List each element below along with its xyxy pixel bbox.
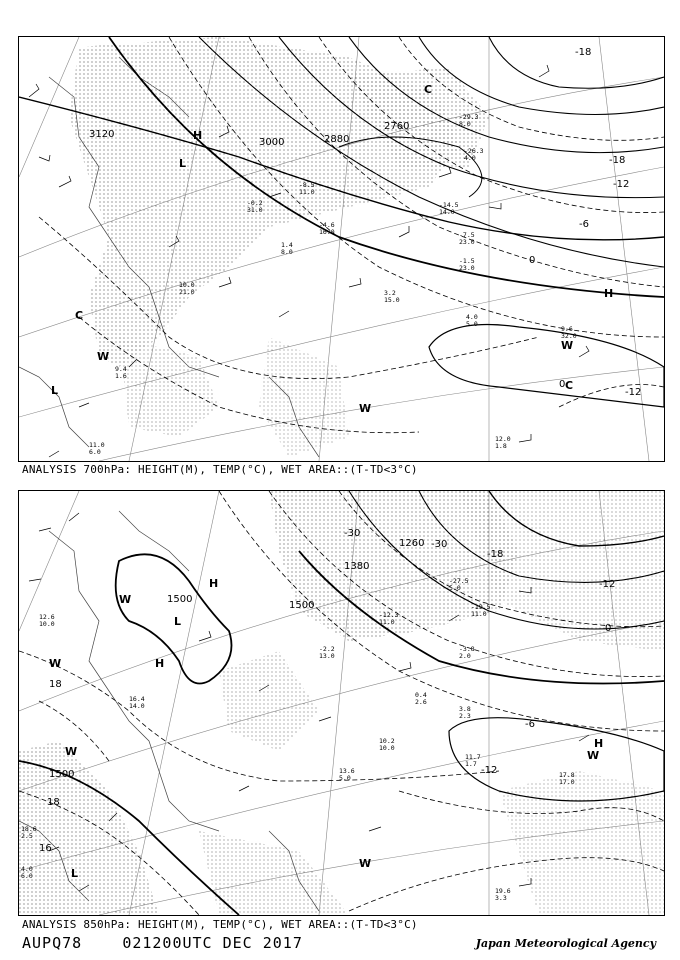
caption-850hpa: ANALYSIS 850hPa: HEIGHT(M), TEMP(°C), WET AREA::(T-TD<3°C)	[22, 918, 418, 931]
isotherm-label: -18	[575, 47, 592, 58]
svg-text:8.0: 8.0	[281, 248, 293, 256]
isotherm-label: -6	[579, 219, 589, 230]
svg-text:11.7: 11.7	[465, 753, 481, 761]
svg-text:13.0: 13.0	[319, 652, 335, 660]
svg-text:6.0: 6.0	[89, 448, 101, 456]
station-plot	[495, 887, 511, 902]
caption-700hpa: ANALYSIS 700hPa: HEIGHT(M), TEMP(°C), WET AREA::(T-TD<3°C)	[22, 463, 418, 476]
cold-center: C	[75, 309, 84, 322]
svg-text:31.0: 31.0	[247, 206, 263, 214]
svg-text:19.6: 19.6	[495, 887, 511, 895]
svg-text:4.0: 4.0	[466, 313, 478, 321]
svg-text:-12.3: -12.3	[379, 611, 399, 619]
svg-text:1.7: 1.7	[465, 760, 477, 768]
station-plot	[319, 645, 335, 660]
svg-text:-7.5: -7.5	[459, 231, 475, 239]
svg-text:23.0: 23.0	[459, 238, 475, 246]
warm-center: W	[97, 350, 110, 363]
isotherm-label: 18	[49, 679, 62, 690]
warm-center: W	[119, 593, 132, 606]
height-label: 3120	[89, 129, 115, 140]
height-label: 2880	[324, 134, 350, 145]
svg-text:10.2: 10.2	[379, 737, 395, 745]
isotherm-label: 18	[47, 797, 60, 808]
svg-text:1.6: 1.6	[115, 372, 127, 380]
svg-text:4.0: 4.0	[21, 865, 33, 873]
height-label: 1500	[49, 769, 75, 780]
svg-text:-4.6: -4.6	[319, 221, 335, 229]
station-plot	[379, 737, 395, 752]
station-plot	[39, 613, 55, 628]
station-plot	[466, 313, 478, 328]
svg-text:-3.8: -3.8	[459, 645, 475, 653]
svg-text:1.4: 1.4	[281, 241, 293, 249]
station-plot	[471, 603, 491, 618]
svg-text:9.4: 9.4	[115, 365, 127, 373]
svg-text:10.0: 10.0	[39, 620, 55, 628]
chart-header	[22, 934, 303, 952]
svg-text:5.0: 5.0	[466, 320, 478, 328]
svg-text:16.0: 16.0	[319, 228, 335, 236]
temp-labels-700	[529, 47, 641, 398]
svg-text:2.0: 2.0	[459, 652, 471, 660]
svg-text:10.0: 10.0	[179, 281, 195, 289]
svg-text:-14.5: -14.5	[439, 201, 459, 209]
station-plot	[89, 441, 105, 456]
svg-text:17.0: 17.0	[559, 778, 575, 786]
svg-text:4.0: 4.0	[464, 154, 476, 162]
height-label: 1260	[399, 538, 425, 549]
warm-center: W	[587, 749, 600, 762]
svg-text:12.6: 12.6	[39, 613, 55, 621]
wet-area-850	[19, 491, 664, 915]
warm-center: W	[359, 857, 372, 870]
height-label: 1380	[344, 561, 370, 572]
svg-text:-1.5: -1.5	[459, 257, 475, 265]
svg-text:3.2: 3.2	[384, 289, 396, 297]
svg-text:11.0: 11.0	[379, 618, 395, 626]
svg-text:2.3: 2.3	[459, 712, 471, 720]
low-pressure-center: L	[71, 867, 79, 880]
svg-text:11.0: 11.0	[299, 188, 315, 196]
isotherm-label: 0	[559, 379, 566, 390]
svg-text:1.8: 1.8	[495, 442, 507, 450]
svg-text:-0.2: -0.2	[247, 199, 263, 207]
svg-text:-8.5: -8.5	[299, 181, 315, 189]
warm-center: W	[49, 657, 62, 670]
station-plot	[459, 257, 475, 272]
station-plot	[339, 767, 355, 782]
map-850hpa-canvas	[19, 491, 664, 915]
svg-text:21.0: 21.0	[179, 288, 195, 296]
height-label: 3000	[259, 137, 285, 148]
svg-text:2.5: 2.5	[21, 832, 33, 840]
isotherm-label: -18	[487, 549, 504, 560]
low-pressure-center: L	[51, 384, 59, 397]
station-plot	[559, 771, 575, 786]
svg-text:8.0: 8.0	[459, 120, 471, 128]
svg-text:12.0: 12.0	[495, 435, 511, 443]
station-plot	[247, 199, 263, 214]
map-700hpa-canvas	[19, 37, 664, 461]
warm-center: W	[65, 745, 78, 758]
isotherm-label: -30	[431, 539, 448, 550]
svg-text:5.0: 5.0	[449, 584, 461, 592]
svg-text:-19.5: -19.5	[471, 603, 491, 611]
svg-text:-29.3: -29.3	[459, 113, 479, 121]
svg-text:-26.3: -26.3	[464, 147, 484, 155]
station-plot	[415, 691, 427, 706]
svg-text:15.0: 15.0	[384, 296, 400, 304]
svg-text:23.0: 23.0	[459, 264, 475, 272]
height-label: 1500	[289, 600, 315, 611]
station-plot	[464, 147, 484, 162]
wet-area-700	[69, 37, 489, 457]
station-plot	[281, 241, 293, 256]
height-label: 2760	[384, 121, 410, 132]
isotherm-label: -12	[625, 387, 642, 398]
station-plot	[459, 645, 475, 660]
warm-center: W	[561, 339, 574, 352]
station-plot	[319, 221, 335, 236]
isotherm-label: -12	[613, 179, 630, 190]
station-plot	[115, 365, 127, 380]
svg-text:16.4: 16.4	[129, 695, 145, 703]
cold-center: C	[424, 83, 433, 96]
low-pressure-center: L	[179, 157, 187, 170]
svg-text:9.6: 9.6	[561, 325, 573, 333]
svg-text:18.6: 18.6	[21, 825, 37, 833]
station-plot	[561, 325, 577, 340]
svg-text:2.6: 2.6	[415, 698, 427, 706]
station-plot	[384, 289, 400, 304]
isotherm-label: -30	[344, 528, 361, 539]
height-label: 1500	[167, 594, 193, 605]
low-pressure-center: L	[174, 615, 182, 628]
isotherm-label: 0	[529, 255, 536, 266]
warm-center: W	[359, 402, 372, 415]
station-plot	[299, 181, 315, 196]
isotherm-label: -12	[599, 579, 616, 590]
station-plot	[179, 281, 195, 296]
map-850hpa	[18, 490, 665, 916]
svg-text:17.8: 17.8	[559, 771, 575, 779]
map-700hpa	[18, 36, 665, 462]
station-plot	[21, 865, 33, 880]
isotherm-label: -6	[525, 719, 535, 730]
cold-center: C	[565, 379, 574, 392]
high-pressure-center: H	[193, 129, 203, 142]
isotherm-label: -12	[481, 765, 498, 776]
svg-text:32.0: 32.0	[561, 332, 577, 340]
svg-text:-2.2: -2.2	[319, 645, 335, 653]
station-plot	[495, 435, 511, 450]
station-plot	[439, 201, 459, 216]
high-pressure-center: H	[604, 287, 614, 300]
svg-text:11.0: 11.0	[471, 610, 487, 618]
high-pressure-center: H	[209, 577, 219, 590]
svg-text:3.3: 3.3	[495, 894, 507, 902]
valid-time: 021200UTC DEC 2017	[122, 934, 303, 952]
isotherm-label: 16	[39, 843, 52, 854]
svg-text:6.0: 6.0	[21, 872, 33, 880]
agency-credit: Japan Meteorological Agency	[475, 937, 656, 950]
svg-text:0.4: 0.4	[415, 691, 427, 699]
station-plot	[459, 705, 471, 720]
high-pressure-center: H	[594, 737, 604, 750]
high-pressure-center: H	[155, 657, 165, 670]
svg-text:10.0: 10.0	[379, 744, 395, 752]
station-plot	[129, 695, 145, 710]
svg-text:13.6: 13.6	[339, 767, 355, 775]
svg-text:14.0: 14.0	[439, 208, 455, 216]
chart-id: AUPQ78	[22, 934, 83, 952]
svg-text:14.0: 14.0	[129, 702, 145, 710]
station-plot	[465, 753, 481, 768]
svg-text:11.0: 11.0	[89, 441, 105, 449]
svg-text:5.0: 5.0	[339, 774, 351, 782]
svg-text:3.8: 3.8	[459, 705, 471, 713]
isotherm-label: -18	[609, 155, 626, 166]
isotherm-label: 0	[605, 623, 612, 634]
station-plot	[459, 231, 475, 246]
svg-text:-27.5: -27.5	[449, 577, 469, 585]
